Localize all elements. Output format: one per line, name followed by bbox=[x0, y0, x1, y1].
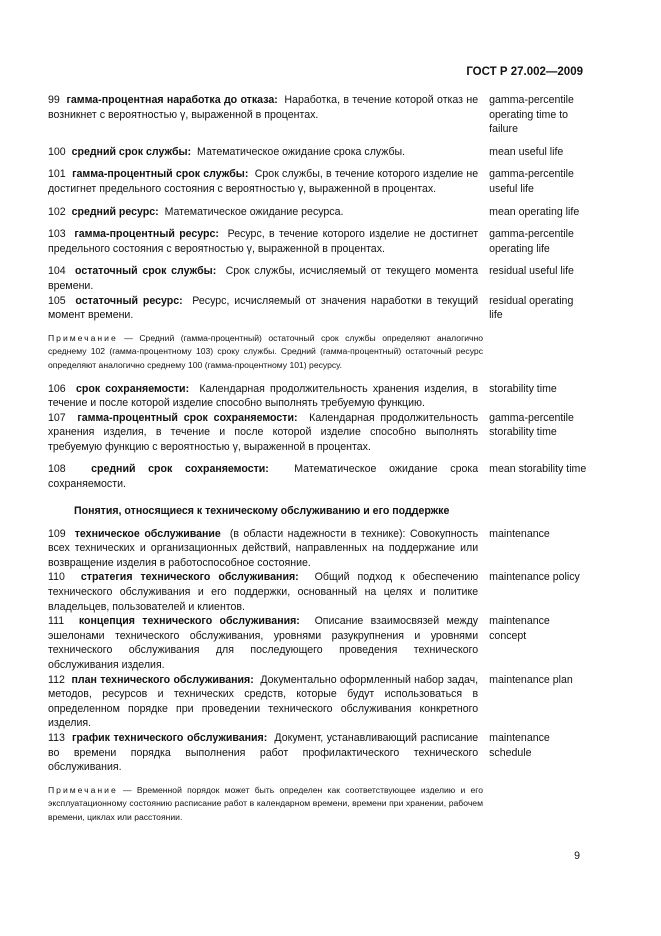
entry-number: 112 bbox=[48, 673, 65, 686]
entry-number: 109 bbox=[48, 527, 66, 540]
entry-english-term: maintenance policy bbox=[489, 571, 580, 584]
entry-number: 103 bbox=[48, 228, 66, 241]
entry-term: остаточный срок службы: bbox=[75, 265, 217, 278]
entry-number: 105 bbox=[48, 294, 66, 307]
glossary-entry bbox=[48, 411, 588, 455]
entry-text: Документально оформленный набор задач, методов, ресурсов и технических средств, которые будут использоваться в определенном порядке при проведении технического обслуживания конкретного изделия. bbox=[48, 673, 479, 730]
glossary-entry bbox=[48, 167, 588, 196]
glossary-entry bbox=[48, 527, 588, 571]
entry-term: срок сохраняемости: bbox=[75, 382, 190, 395]
entry-definition bbox=[48, 527, 478, 571]
entry-english-term: gamma-percentile storability time bbox=[489, 411, 574, 439]
entry-term: график технического обслуживания: bbox=[72, 731, 268, 744]
entry-number: 100 bbox=[48, 145, 66, 158]
entry-number: 102 bbox=[48, 205, 66, 218]
entry-definition bbox=[48, 570, 478, 614]
entry-definition bbox=[48, 462, 478, 491]
note-label: Примечание bbox=[48, 332, 118, 343]
note-1 bbox=[48, 332, 483, 373]
glossary-entry bbox=[48, 294, 588, 323]
entry-term: средний срок службы: bbox=[71, 145, 192, 158]
entry-definition bbox=[48, 411, 478, 455]
entry-term: план технического обслуживания: bbox=[71, 673, 254, 686]
entry-number: 101 bbox=[48, 168, 66, 181]
entry-definition bbox=[48, 145, 478, 160]
entry-text: Описание взаимосвязей между эшелонами технического обслуживания, уровнями разукрупнения и уровнями технического обслуживания для последующего проведения технического обслуживания изделия. bbox=[48, 615, 479, 671]
entry-definition bbox=[48, 93, 478, 137]
entry-text: (в области надежности в технике): Совокупность всех технических и организационных действий, направленных на поддержание или возвращение изделия в работоспособное состояние. bbox=[48, 527, 479, 569]
entry-text: Математическое ожидание срока сохраняемости. bbox=[48, 463, 479, 491]
glossary-entry bbox=[48, 382, 588, 411]
entry-english-term: mean storability time bbox=[489, 463, 587, 476]
glossary-entry bbox=[48, 93, 588, 137]
entry-number: 110 bbox=[48, 571, 65, 584]
glossary-entry bbox=[48, 264, 588, 293]
entry-term: гамма-процентный срок сохраняемости: bbox=[77, 411, 298, 424]
glossary-entry bbox=[48, 731, 588, 775]
section-title: Понятия, относящиеся к техническому обслуживанию и его поддержке bbox=[74, 504, 450, 517]
entry-text: Срок службы, в течение которого изделие не достигнет предельного состояния с вероятностью γ, выраженной в процентах. bbox=[48, 168, 479, 195]
glossary-entry bbox=[48, 205, 588, 220]
entry-term: гамма-процентная наработка до отказа: bbox=[66, 94, 278, 106]
entry-group-c bbox=[48, 527, 588, 775]
entry-english-term: residual operating life bbox=[489, 294, 574, 322]
entry-english-term: mean operating life bbox=[489, 205, 580, 218]
entry-number: 99 bbox=[48, 94, 60, 106]
entry-english-term: maintenance concept bbox=[489, 615, 550, 642]
entry-number: 108 bbox=[48, 463, 66, 476]
entry-definition bbox=[48, 264, 478, 293]
note-text: — Временной порядок может быть определен как соответствующее изделию и его эксплуатационному состоянию расписание работ в календарном времени, времени при хранении, рабочем времени, циклах или расстоянии. bbox=[48, 784, 483, 822]
entry-text: Математическое ожидание ресурса. bbox=[164, 205, 344, 218]
entry-term: концепция технического обслуживания: bbox=[78, 615, 300, 628]
entry-group-a bbox=[48, 93, 588, 323]
entry-definition bbox=[48, 673, 478, 731]
glossary-entry bbox=[48, 570, 588, 614]
note-2 bbox=[48, 784, 483, 825]
glossary-entry bbox=[48, 614, 588, 672]
entry-definition bbox=[48, 205, 478, 220]
entry-definition bbox=[48, 382, 478, 411]
entry-english-term: gamma-percentile operating life bbox=[489, 228, 574, 255]
entry-english-term: gamma-percentile useful life bbox=[489, 168, 574, 195]
entry-english-term: maintenance schedule bbox=[489, 731, 550, 759]
entry-english-term: residual useful life bbox=[489, 265, 574, 278]
entry-group-b bbox=[48, 382, 588, 492]
entry-term: техническое обслуживание bbox=[74, 527, 221, 540]
entry-term: средний срок сохраняемости: bbox=[91, 463, 269, 476]
entry-english-term: storability time bbox=[489, 382, 557, 395]
entry-term: остаточный ресурс: bbox=[75, 294, 183, 307]
entry-text: Общий подход к обеспечению технического обслуживания и его поддержки, основанный на целях и политике владельцев, пользователей и клиентов. bbox=[48, 571, 479, 613]
standard-header: ГОСТ Р 27.002—2009 bbox=[466, 66, 583, 78]
entry-text: Наработка, в течение которой отказ не возникнет с вероятностью γ, выраженной в процентах. bbox=[48, 94, 479, 121]
entry-number: 106 bbox=[48, 382, 66, 395]
entry-english-term: maintenance plan bbox=[489, 673, 573, 686]
glossary-entry bbox=[48, 145, 588, 160]
page-number: 9 bbox=[574, 850, 580, 862]
entry-number: 113 bbox=[48, 731, 65, 744]
entry-definition bbox=[48, 731, 478, 775]
entry-english-term: maintenance bbox=[489, 527, 550, 540]
entry-number: 107 bbox=[48, 411, 66, 424]
entry-number: 104 bbox=[48, 265, 66, 278]
entry-number: 111 bbox=[48, 615, 65, 628]
glossary-entry bbox=[48, 673, 588, 731]
entry-definition bbox=[48, 614, 478, 672]
entry-term: гамма-процентный ресурс: bbox=[74, 228, 219, 241]
entry-text: Календарная продолжительность хранения изделия, в течение и после которой изделие способно выполнять требуемую функцию с вероятностью γ, выраженной в процентах. bbox=[48, 411, 479, 453]
entry-text: Ресурс, в течение которого изделие не достигнет предельного состояния с вероятностью γ, выраженной в процентах. bbox=[48, 228, 479, 255]
entry-text: Ресурс, исчисляемый от значения наработки в текущий момент времени. bbox=[48, 294, 479, 322]
entry-definition bbox=[48, 294, 478, 323]
entry-definition bbox=[48, 167, 478, 196]
glossary-entry bbox=[48, 227, 588, 256]
glossary-entry bbox=[48, 462, 588, 491]
entry-term: гамма-процентный срок службы: bbox=[72, 168, 249, 181]
entry-term: стратегия технического обслуживания: bbox=[80, 571, 299, 584]
glossary-content bbox=[48, 93, 588, 834]
entry-text: Календарная продолжительность хранения изделия, в течение и после которой изделие способно выполнять требуемую функцию. bbox=[48, 382, 479, 410]
entry-text: Математическое ожидание срока службы. bbox=[197, 145, 406, 158]
entry-english-term: mean useful life bbox=[489, 145, 564, 158]
note-label: Примечание bbox=[48, 784, 118, 795]
entry-term: средний ресурс: bbox=[71, 205, 159, 218]
entry-definition bbox=[48, 227, 478, 256]
note-text: — Средний (гамма-процентный) остаточный срок службы определяют аналогично среднему 102 (гамма-процентному 103) сроку службы. Средний (гамма-процентный) остаточный ресурс определяют аналогично среднему 100 (гамма-процентному 101) ресурсу. bbox=[48, 332, 484, 370]
entry-text: Срок службы, исчисляемый от текущего момента времени. bbox=[48, 265, 479, 292]
entry-text: Документ, устанавливающий расписание во времени порядка выполнения работ профилактического технического обслуживания. bbox=[48, 731, 479, 774]
entry-english-term: gamma-percentile operating time to failure bbox=[489, 94, 574, 136]
